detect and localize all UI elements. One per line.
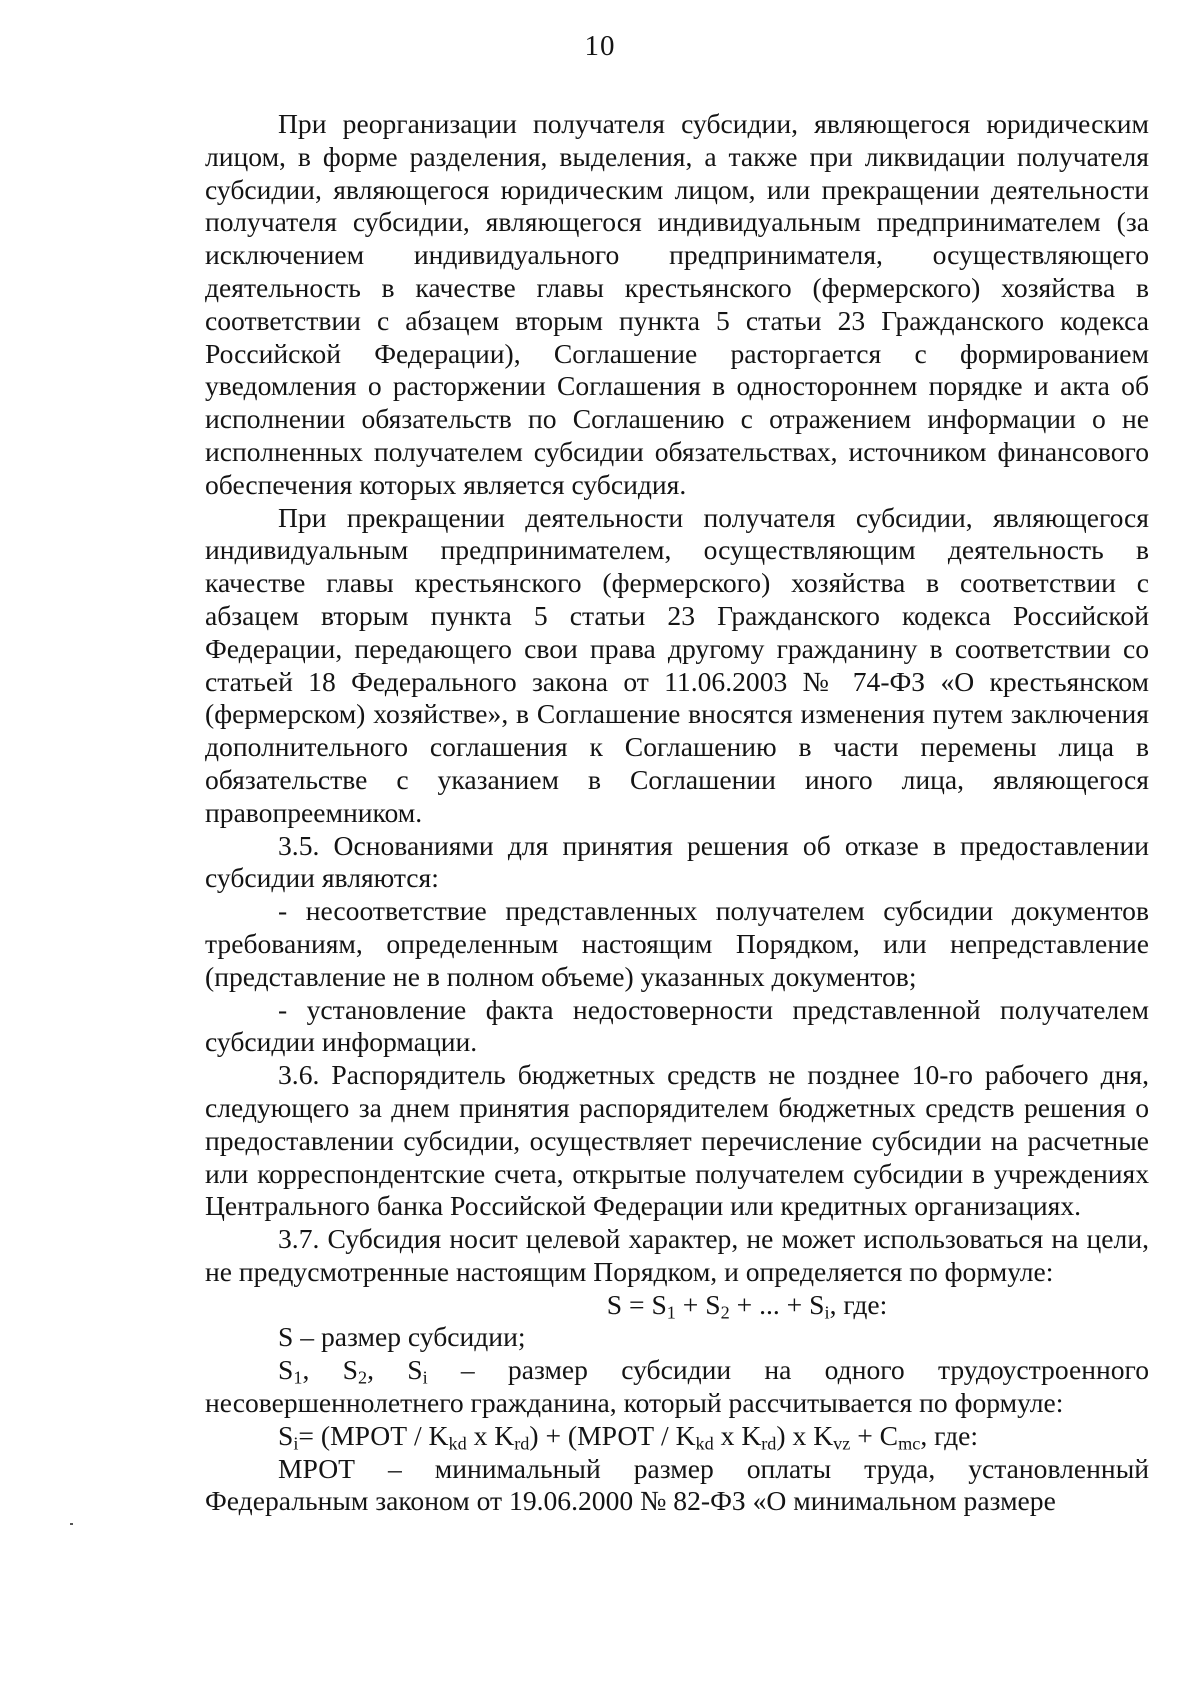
paragraph-termination: При прекращении деятельности получателя субсидии, являющегося индивидуальным предпринимателем, осуществляющим деятельность в качестве главы крестьянского (фермерского) хозяйства в соответствии с абзацем вторым пункта 5 статьи 23 Гражданского кодекса Российской Федерации, передающего свои права другому гражданину в соответствии со статьей 18 Федерального закона от 11.06.2003 № 74-ФЗ «О крестьянском (фермерском) хозяйстве», в Соглашение вносятся изменения путем заключения дополнительного соглашения к Соглашению в части перемены лица в обязательстве с указанием в Соглашении иного лица, являющегося правопреемником. xyxy=(205,501,1149,828)
definition-si: $S_1$, $S_2$, $S_i$ – размер субсидии на одного трудоустроенного несовершеннолетнего гражданина, который рассчитывается по формуле: xyxy=(205,1354,1149,1419)
paragraph-3-5-item-1: - несоответствие представленных получателем субсидии документов требованиям, определенным настоящим Порядком, или непредставление (представление не в полном объеме) указанных документов; xyxy=(205,895,1149,992)
definition-mrot: МРОТ – минимальный размер оплаты труда, установленный Федеральным законом от 19.06.2000 № 82-ФЗ «О минимальном размере xyxy=(205,1452,1149,1517)
page-number: 10 xyxy=(584,30,616,62)
paragraph-3-5-item-2: - установление факта недостоверности представленной получателем субсидии информации. xyxy=(205,993,1149,1058)
paragraph-3-7: 3.7. Субсидия носит целевой характер, не может использоваться на цели, не предусмотренные настоящим Порядком, и определяется по формуле: xyxy=(205,1223,1149,1287)
formula-subsidy-per-person: $S_i=$ (МРОТ / $K_{kd}$ x $K_{rd}$) + (МРОТ / $K_{kd}$ x $K_{rd}$) x $K_{vz} + C_{mc}$, где: xyxy=(278,1419,979,1454)
definition-s: S – размер субсидии; xyxy=(278,1321,526,1353)
paragraph-3-6: 3.6. Распорядитель бюджетных средств не позднее 10-го рабочего дня, следующего за днем принятия распорядителем бюджетных средств решения о предоставлении субсидии, осуществляет перечисление субсидии на расчетные или корреспондентские счета, открытые получателем субсидии в учреждениях Центрального банка Российской Федерации или кредитных организациях. xyxy=(205,1059,1149,1222)
scan-speck xyxy=(70,1523,73,1525)
document-body xyxy=(205,108,1149,1518)
paragraph-reorganization: При реорганизации получателя субсидии, являющегося юридическим лицом, в форме разделения, выделения, а также при ликвидации получателя субсидии, являющегося юридическим лицом, или прекращении деятельности получателя субсидии, являющегося индивидуальным предпринимателем (за исключением индивидуального предпринимателя, осуществляющего деятельность в качестве главы крестьянского (фермерского) хозяйства в соответствии с абзацем вторым пункта 5 статьи 23 Гражданского кодекса Российской Федерации), Соглашение расторгается с формированием уведомления о расторжении Соглашения в одностороннем порядке и акта об исполнении обязательств по Соглашению с отражением информации о не исполненных получателем субсидии обязательствах, источником финансового обеспечения которых является субсидия. xyxy=(205,108,1149,500)
formula-subsidy-total: $S = S_1 + S_2$ + ... + $S_i$, где: xyxy=(606,1288,888,1323)
paragraph-3-5: 3.5. Основаниями для принятия решения об отказе в предоставлении субсидии являются: xyxy=(205,829,1149,894)
